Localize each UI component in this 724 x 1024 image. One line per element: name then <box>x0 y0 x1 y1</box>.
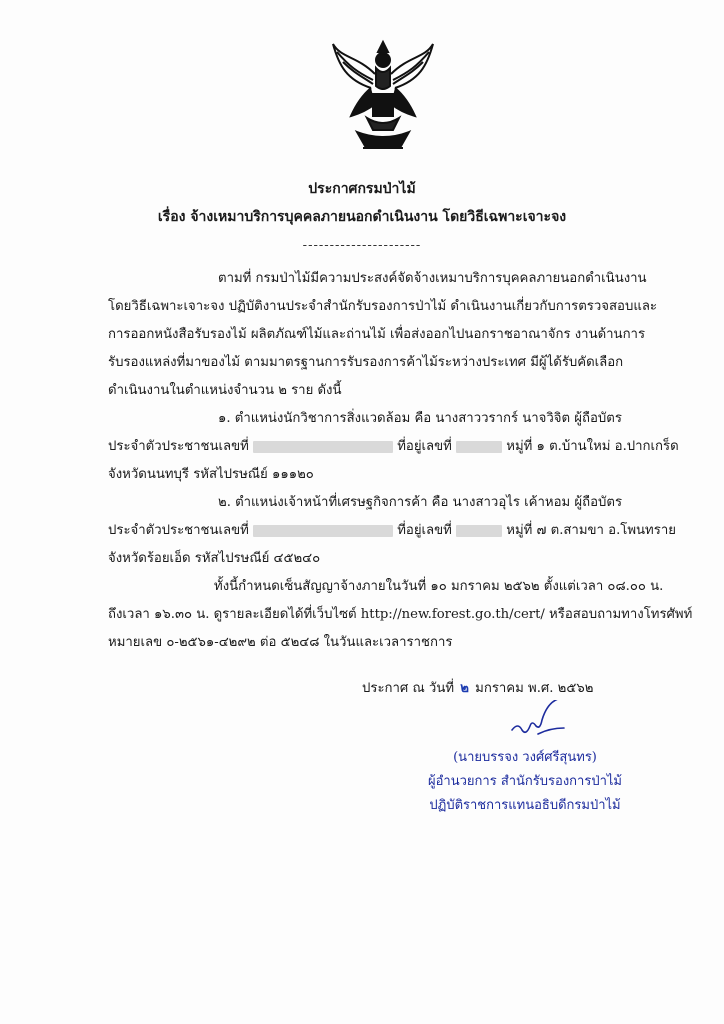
page-title: ประกาศกรมป่าไม้ <box>308 181 416 197</box>
intro-line-2: โดยวิธีเฉพาะเจาะจง ปฏิบัติงานประจำสำนักรับรองการป่าไม้ ดำเนินงานเกี่ยวกับการตรวจสอบและ <box>108 299 657 314</box>
announcement-date <box>362 680 593 698</box>
item1-line-2 <box>108 438 679 456</box>
contract-line-1: ทั้งนี้กำหนดเซ็นสัญญาจ้างภายในวันที่ ๑๐ มกราคม ๒๕๖๒ ตั้งแต่เวลา ๐๘.๐๐ น. <box>214 579 664 594</box>
announcement-month-year: มกราคม พ.ศ. ๒๕๖๒ <box>475 681 594 696</box>
item2-id-label: ประจำตัวประชาชนเลขที่ <box>108 523 249 538</box>
contract-line-3: หมายเลข ๐-๒๕๖๑-๔๒๙๒ ต่อ ๕๒๔๘ ในวันและเวลาราชการ <box>108 635 453 650</box>
intro-line-4: รับรองแหล่งที่มาของไม้ ตามมาตรฐานการรับรองการค้าไม้ระหว่างประเทศ มีผู้ได้รับคัดเลือก <box>108 355 624 370</box>
item2-line-3: จังหวัดร้อยเอ็ด รหัสไปรษณีย์ ๔๕๒๔๐ <box>108 551 321 566</box>
redacted-house-number <box>456 525 502 537</box>
intro-line-5: ดำเนินงานในตำแหน่งจำนวน ๒ ราย ดังนี้ <box>108 383 342 398</box>
separator: ---------------------- <box>302 238 422 253</box>
garuda-emblem-icon <box>327 36 439 156</box>
redacted-house-number <box>456 441 502 453</box>
item1-id-label: ประจำตัวประชาชนเลขที่ <box>108 439 249 454</box>
subject-line: เรื่อง จ้างเหมาบริการบุคคลภายนอกดำเนินงาน โดยวิธีเฉพาะเจาะจง <box>157 209 567 225</box>
handwritten-signature-icon <box>508 700 568 740</box>
redacted-id-number <box>253 441 393 453</box>
signatory-position: ผู้อำนวยการ สำนักรับรองการป่าไม้ <box>428 774 622 789</box>
item2-line-2 <box>108 522 676 540</box>
item1-line-3: จังหวัดนนทบุรี รหัสไปรษณีย์ ๑๑๑๒๐ <box>108 467 314 482</box>
announcement-day: ๒ <box>460 681 469 696</box>
item1-address-label: ที่อยู่เลขที่ <box>397 439 452 454</box>
announcement-prefix: ประกาศ ณ วันที่ <box>362 681 455 696</box>
signatory-acting: ปฏิบัติราชการแทนอธิบดีกรมป่าไม้ <box>429 798 621 813</box>
contract-line-2: ถึงเวลา ๑๖.๓๐ น. ดูรายละเอียดได้ที่เว็บไซต์ http://new.forest.go.th/cert/ หรือสอบถามทางโทรศัพท์ <box>108 607 693 622</box>
item2-address-label: ที่อยู่เลขที่ <box>397 523 452 538</box>
item1-address-rest: หมู่ที่ ๑ ต.บ้านใหม่ อ.ปากเกร็ด <box>506 439 679 454</box>
item2-address-rest: หมู่ที่ ๗ ต.สามขา อ.โพนทราย <box>506 523 676 538</box>
intro-line-1: ตามที่ กรมป่าไม้มีความประสงค์จัดจ้างเหมาบริการบุคคลภายนอกดำเนินงาน <box>218 271 647 286</box>
item1-line-1: ๑. ตำแหน่งนักวิชาการสิ่งแวดล้อม คือ นางสาววรากร์ นาจวิจิต ผู้ถือบัตร <box>218 411 622 426</box>
intro-line-3: การออกหนังสือรับรองไม้ ผลิตภัณฑ์ไม้และถ่านไม้ เพื่อส่งออกไปนอกราชอาณาจักร งานด้านการ <box>108 327 646 342</box>
redacted-id-number <box>253 525 393 537</box>
signatory-name: (นายบรรจง วงศ์ศรีสุนทร) <box>453 750 597 765</box>
item2-line-1: ๒. ตำแหน่งเจ้าหน้าที่เศรษฐกิจการค้า คือ นางสาวอุไร เค้าหอม ผู้ถือบัตร <box>218 495 623 510</box>
